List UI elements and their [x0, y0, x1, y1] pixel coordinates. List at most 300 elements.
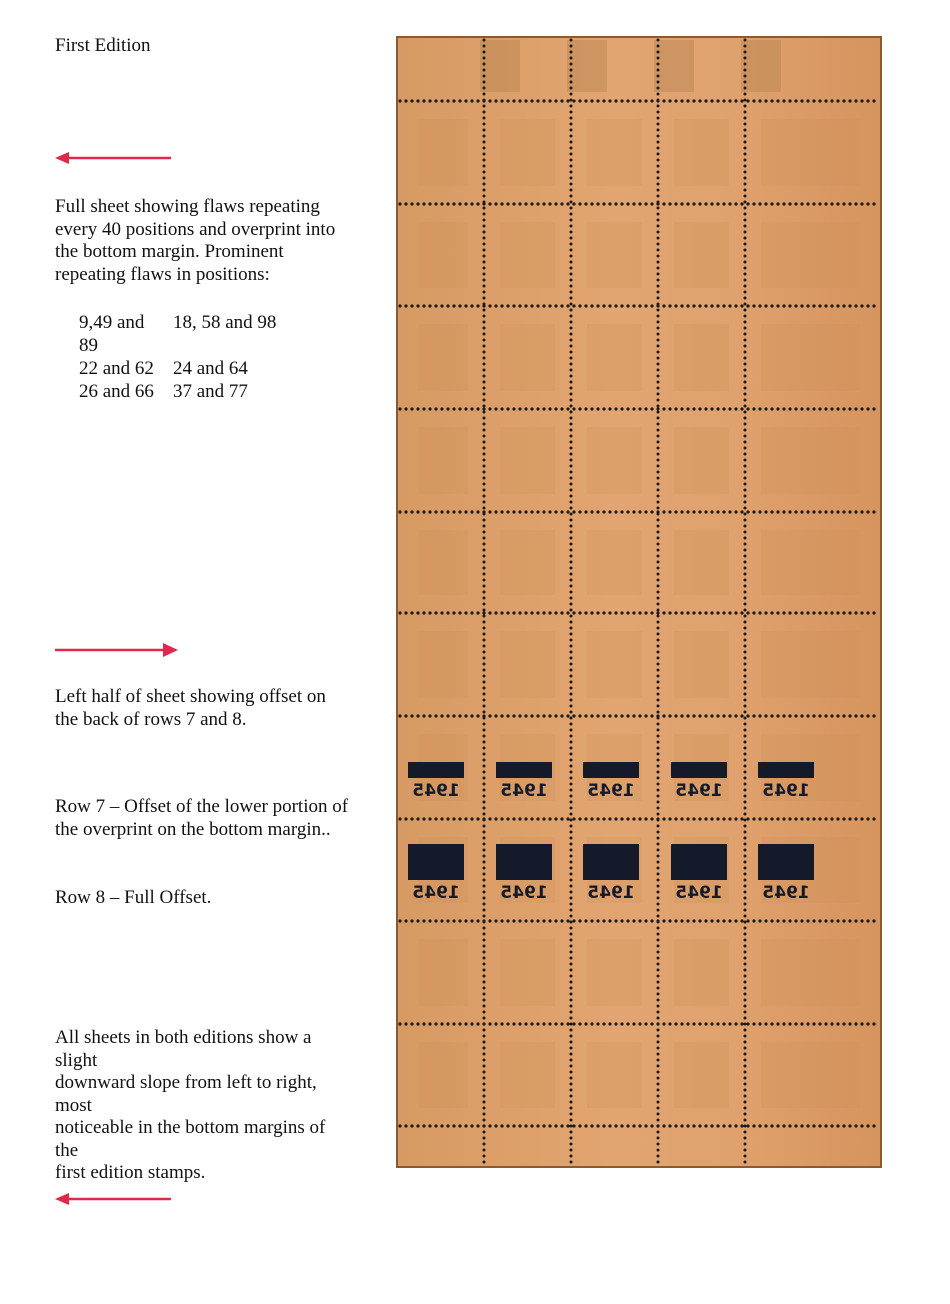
stamp-cell: [500, 939, 555, 1006]
perforation-hole: [570, 927, 573, 930]
perforation-hole: [860, 817, 863, 820]
perforation-hole: [572, 510, 575, 513]
perforation-hole: [692, 1124, 695, 1127]
perforation-hole: [657, 333, 660, 336]
perforation-hole: [872, 1124, 875, 1127]
perforation-hole: [704, 99, 707, 102]
perforation-hole: [824, 611, 827, 614]
perforation-hole: [758, 510, 761, 513]
perforation-hole: [716, 919, 719, 922]
perforation-hole: [602, 1022, 605, 1025]
perforation-hole: [483, 87, 486, 90]
perforation-hole: [657, 813, 660, 816]
perforation-hole: [483, 39, 486, 42]
perforation-hole: [657, 399, 660, 402]
perforation-hole: [570, 513, 573, 516]
perforation-hole: [483, 1161, 486, 1164]
perforation-hole: [570, 219, 573, 222]
perforation-hole: [570, 495, 573, 498]
perforation-hole: [570, 837, 573, 840]
perforation-hole: [644, 1124, 647, 1127]
perforation-hole: [744, 1143, 747, 1146]
perforation-hole: [590, 99, 593, 102]
perforation-hole: [570, 735, 573, 738]
perforation-hole: [657, 189, 660, 192]
perforation-hole: [570, 957, 573, 960]
stamp-cell: [587, 939, 642, 1006]
perforation-hole: [752, 817, 755, 820]
perforation-hole: [570, 627, 573, 630]
perforation-hole: [752, 919, 755, 922]
stamp-cell: [500, 324, 555, 391]
perforation-hole: [656, 919, 659, 922]
perforation-hole: [657, 345, 660, 348]
perforation-hole: [728, 1022, 731, 1025]
perforation-hole: [744, 1041, 747, 1044]
perforation-hole: [770, 1124, 773, 1127]
perforation-hole: [596, 304, 599, 307]
perforation-hole: [692, 1022, 695, 1025]
perforation-hole: [657, 483, 660, 486]
perforation-hole: [657, 639, 660, 642]
perforation-hole: [657, 837, 660, 840]
perforation-hole: [657, 369, 660, 372]
perforation-hole: [806, 510, 809, 513]
perforation-hole: [806, 99, 809, 102]
table-row: [79, 311, 276, 357]
stamp-cell: [418, 427, 468, 494]
perforation-hole: [744, 573, 747, 576]
perforation-hole: [830, 1124, 833, 1127]
perforation-hole: [744, 1005, 747, 1008]
perforation-hole: [500, 817, 503, 820]
perforation-hole: [483, 843, 486, 846]
perforation-hole: [744, 111, 747, 114]
perforation-hole: [483, 813, 486, 816]
perforation-hole: [728, 407, 731, 410]
perforation-hole: [744, 945, 747, 948]
stamp-sheet-drawing: [396, 36, 882, 1168]
perforation-hole: [570, 717, 573, 720]
perforation-hole: [512, 407, 515, 410]
perforation-hole: [500, 202, 503, 205]
perforation-hole: [657, 687, 660, 690]
perforation-hole: [464, 1022, 467, 1025]
perforation-hole: [740, 407, 743, 410]
perforation-hole: [570, 819, 573, 822]
perforation-hole: [657, 771, 660, 774]
perforation-hole: [680, 1124, 683, 1127]
perforation-hole: [734, 304, 737, 307]
perforation-hole: [476, 1022, 479, 1025]
perforation-hole: [440, 817, 443, 820]
perforation-hole: [570, 1053, 573, 1056]
perforation-hole: [788, 510, 791, 513]
perforation-hole: [872, 202, 875, 205]
perforation-hole: [434, 510, 437, 513]
perforation-hole: [566, 714, 569, 717]
perforation-hole: [744, 489, 747, 492]
perforation-hole: [744, 117, 747, 120]
stamp-cell: [587, 119, 642, 186]
margin-tab: [654, 40, 694, 92]
perforation-hole: [483, 549, 486, 552]
perforation-hole: [794, 817, 797, 820]
perforation-hole: [483, 435, 486, 438]
perforation-hole: [570, 177, 573, 180]
perforation-hole: [716, 99, 719, 102]
perforation-hole: [744, 939, 747, 942]
perforation-hole: [770, 611, 773, 614]
stamp-cell: [674, 530, 729, 595]
perforation-hole: [608, 304, 611, 307]
perforation-hole: [710, 202, 713, 205]
perforation-hole: [812, 202, 815, 205]
perforation-hole: [608, 202, 611, 205]
perforation-hole: [734, 99, 737, 102]
perforation-hole: [608, 1124, 611, 1127]
perforation-hole: [657, 753, 660, 756]
stamp-cell: [587, 631, 642, 698]
perforation-hole: [680, 1022, 683, 1025]
perforation-hole: [744, 1023, 747, 1026]
perforation-hole: [698, 714, 701, 717]
perforation-hole: [570, 741, 573, 744]
perforation-hole: [657, 867, 660, 870]
perforation-hole: [422, 919, 425, 922]
perforation-hole: [500, 304, 503, 307]
perforation-hole: [728, 99, 731, 102]
perforation-hole: [572, 202, 575, 205]
perforation-hole: [626, 1124, 629, 1127]
perforation-hole: [446, 202, 449, 205]
perforation-hole: [410, 202, 413, 205]
perforation-hole: [570, 129, 573, 132]
perforation-hole: [657, 327, 660, 330]
perforation-hole: [570, 123, 573, 126]
perforation-hole: [476, 202, 479, 205]
perforation-hole: [483, 831, 486, 834]
perforation-hole: [657, 285, 660, 288]
perforation-hole: [656, 304, 659, 307]
perforation-hole: [548, 919, 551, 922]
perforation-hole: [744, 957, 747, 960]
perforation-hole: [657, 699, 660, 702]
perforation-hole: [596, 99, 599, 102]
perforation-hole: [744, 399, 747, 402]
perforation-hole: [744, 303, 747, 306]
flaw-position: 22 and 62: [79, 358, 154, 379]
perforation-hole: [744, 1077, 747, 1080]
perforation-hole: [744, 231, 747, 234]
perforation-hole: [698, 510, 701, 513]
perforation-hole: [848, 510, 851, 513]
perforation-hole: [860, 1124, 863, 1127]
perforation-hole: [744, 363, 747, 366]
perforation-hole: [657, 585, 660, 588]
perforation-hole: [626, 817, 629, 820]
perforation-hole: [483, 855, 486, 858]
perforation-hole: [570, 447, 573, 450]
perforation-hole: [657, 999, 660, 1002]
perforation-hole: [632, 407, 635, 410]
perforation-hole: [518, 714, 521, 717]
perforation-hole: [657, 351, 660, 354]
perforation-hole: [483, 747, 486, 750]
perforation-hole: [458, 407, 461, 410]
perforation-hole: [657, 957, 660, 960]
perforation-hole: [744, 1161, 747, 1164]
perforation-hole: [848, 99, 851, 102]
perforation-hole: [788, 407, 791, 410]
perforation-hole: [483, 45, 486, 48]
perforation-hole: [530, 611, 533, 614]
perforation-hole: [866, 611, 869, 614]
perforation-hole: [570, 339, 573, 342]
perforation-hole: [744, 981, 747, 984]
perforation-hole: [716, 714, 719, 717]
perforation-hole: [744, 423, 747, 426]
perforation-hole: [483, 489, 486, 492]
perforation-hole: [650, 817, 653, 820]
perforation-hole: [488, 99, 491, 102]
offset-overprint-block: [583, 844, 639, 880]
perforation-hole: [452, 202, 455, 205]
perforation-hole: [570, 567, 573, 570]
perforation-hole: [434, 919, 437, 922]
perforation-hole: [744, 657, 747, 660]
perforation-hole: [483, 459, 486, 462]
perforation-hole: [483, 255, 486, 258]
perforation-hole: [656, 510, 659, 513]
perforation-hole: [752, 202, 755, 205]
perforation-hole: [866, 510, 869, 513]
perforation-hole: [657, 657, 660, 660]
perforation-hole: [746, 714, 749, 717]
perforation-hole: [657, 681, 660, 684]
stamp-cell: [500, 222, 555, 288]
perforation-hole: [770, 99, 773, 102]
perforation-hole: [570, 153, 573, 156]
perforation-hole: [483, 249, 486, 252]
perforation-hole: [824, 817, 827, 820]
perforation-hole: [842, 1022, 845, 1025]
perforation-hole: [657, 597, 660, 600]
perforation-hole: [570, 285, 573, 288]
perforation-hole: [483, 603, 486, 606]
perforation-hole: [404, 407, 407, 410]
perforation-hole: [657, 393, 660, 396]
perforation-hole: [422, 202, 425, 205]
perforation-hole: [614, 714, 617, 717]
perforation-hole: [570, 243, 573, 246]
perforation-hole: [704, 714, 707, 717]
perforation-hole: [848, 714, 851, 717]
perforation-hole: [657, 663, 660, 666]
perforation-hole: [657, 693, 660, 696]
perforation-hole: [512, 919, 515, 922]
perforation-hole: [482, 510, 485, 513]
perforation-hole: [744, 201, 747, 204]
perforation-hole: [680, 304, 683, 307]
perforation-hole: [744, 501, 747, 504]
perforation-hole: [782, 611, 785, 614]
perforation-hole: [644, 611, 647, 614]
perforation-hole: [644, 407, 647, 410]
perforation-hole: [657, 1041, 660, 1044]
perforation-hole: [554, 407, 557, 410]
perforation-hole: [483, 639, 486, 642]
perforation-hole: [570, 363, 573, 366]
perforation-hole: [536, 817, 539, 820]
perforation-hole: [530, 1124, 533, 1127]
perforation-hole: [483, 555, 486, 558]
perforation-hole: [483, 63, 486, 66]
perforation-hole: [657, 453, 660, 456]
perforation-hole: [500, 611, 503, 614]
perforation-hole: [657, 363, 660, 366]
perforation-hole: [680, 714, 683, 717]
perforation-hole: [542, 611, 545, 614]
perforation-hole: [836, 817, 839, 820]
perforation-hole: [434, 1022, 437, 1025]
perforation-hole: [657, 633, 660, 636]
perforation-hole: [782, 510, 785, 513]
perforation-hole: [483, 963, 486, 966]
perforation-hole: [744, 867, 747, 870]
perforation-hole: [464, 611, 467, 614]
perforation-hole: [483, 285, 486, 288]
perforation-hole: [657, 51, 660, 54]
perforation-hole: [483, 801, 486, 804]
perforation-hole: [722, 202, 725, 205]
offset-overprint-bar: [496, 762, 552, 778]
perforation-hole: [483, 1077, 486, 1080]
perforation-hole: [512, 611, 515, 614]
perforation-hole: [632, 304, 635, 307]
perforation-hole: [744, 609, 747, 612]
perforation-hole: [416, 99, 419, 102]
perforation-hole: [440, 202, 443, 205]
perforation-hole: [404, 714, 407, 717]
perforation-hole: [570, 249, 573, 252]
perforation-hole: [570, 651, 573, 654]
perforation-hole: [548, 510, 551, 513]
perforation-hole: [554, 1022, 557, 1025]
perforation-hole: [626, 919, 629, 922]
perforation-hole: [608, 611, 611, 614]
perforation-hole: [608, 714, 611, 717]
perforation-hole: [744, 39, 747, 42]
perforation-hole: [806, 202, 809, 205]
perforation-hole: [626, 407, 629, 410]
perforation-hole: [734, 714, 737, 717]
perforation-hole: [657, 165, 660, 168]
perforation-hole: [692, 817, 695, 820]
perforation-hole: [662, 510, 665, 513]
perforation-hole: [404, 611, 407, 614]
perforation-hole: [494, 510, 497, 513]
perforation-hole: [482, 407, 485, 410]
perforation-hole: [410, 304, 413, 307]
perforation-hole: [483, 861, 486, 864]
perforation-hole: [483, 159, 486, 162]
perforation-hole: [657, 621, 660, 624]
perforation-hole: [483, 591, 486, 594]
perforation-hole: [632, 919, 635, 922]
perforation-hole: [440, 510, 443, 513]
perforation-hole: [656, 1022, 659, 1025]
perforation-hole: [458, 510, 461, 513]
perforation-hole: [728, 1124, 731, 1127]
perforation-hole: [744, 291, 747, 294]
perforation-hole: [464, 99, 467, 102]
perforation-hole: [650, 510, 653, 513]
perforation-hole: [752, 304, 755, 307]
perforation-hole: [483, 279, 486, 282]
perforation-hole: [830, 99, 833, 102]
perforation-hole: [620, 1022, 623, 1025]
perforation-hole: [746, 304, 749, 307]
stamp-cell: [500, 1042, 555, 1108]
perforation-hole: [657, 309, 660, 312]
perforation-hole: [422, 611, 425, 614]
perforation-hole: [483, 1053, 486, 1056]
perforation-hole: [744, 141, 747, 144]
perforation-hole: [483, 135, 486, 138]
perforation-hole: [800, 1022, 803, 1025]
perforation-hole: [483, 675, 486, 678]
perforation-hole: [483, 663, 486, 666]
perforation-hole: [570, 405, 573, 408]
stamp-cell: [587, 427, 642, 494]
perforation-hole: [416, 1022, 419, 1025]
perforation-hole: [570, 309, 573, 312]
perforation-hole: [483, 657, 486, 660]
perforation-hole: [710, 919, 713, 922]
perforation-hole: [602, 99, 605, 102]
perforation-hole: [650, 202, 653, 205]
perforation-hole: [483, 903, 486, 906]
perforation-hole: [570, 1005, 573, 1008]
perforation-hole: [464, 1124, 467, 1127]
perforation-hole: [744, 471, 747, 474]
perforation-hole: [744, 1035, 747, 1038]
perforation-hole: [452, 1124, 455, 1127]
perforation-hole: [744, 561, 747, 564]
perforation-hole: [470, 202, 473, 205]
perforation-hole: [614, 304, 617, 307]
perforation-hole: [657, 237, 660, 240]
perforation-hole: [488, 304, 491, 307]
perforation-hole: [570, 1083, 573, 1086]
perforation-hole: [657, 141, 660, 144]
stamp-cell: [418, 530, 468, 595]
perforation-hole: [554, 817, 557, 820]
perforation-hole: [788, 714, 791, 717]
perforation-hole: [744, 75, 747, 78]
perforation-hole: [483, 339, 486, 342]
perforation-hole: [744, 1107, 747, 1110]
perforation-hole: [744, 189, 747, 192]
perforation-hole: [404, 510, 407, 513]
perforation-hole: [657, 75, 660, 78]
perforation-hole: [744, 681, 747, 684]
perforation-hole: [657, 525, 660, 528]
perforation-hole: [428, 304, 431, 307]
perforation-hole: [483, 81, 486, 84]
perforation-hole: [614, 407, 617, 410]
